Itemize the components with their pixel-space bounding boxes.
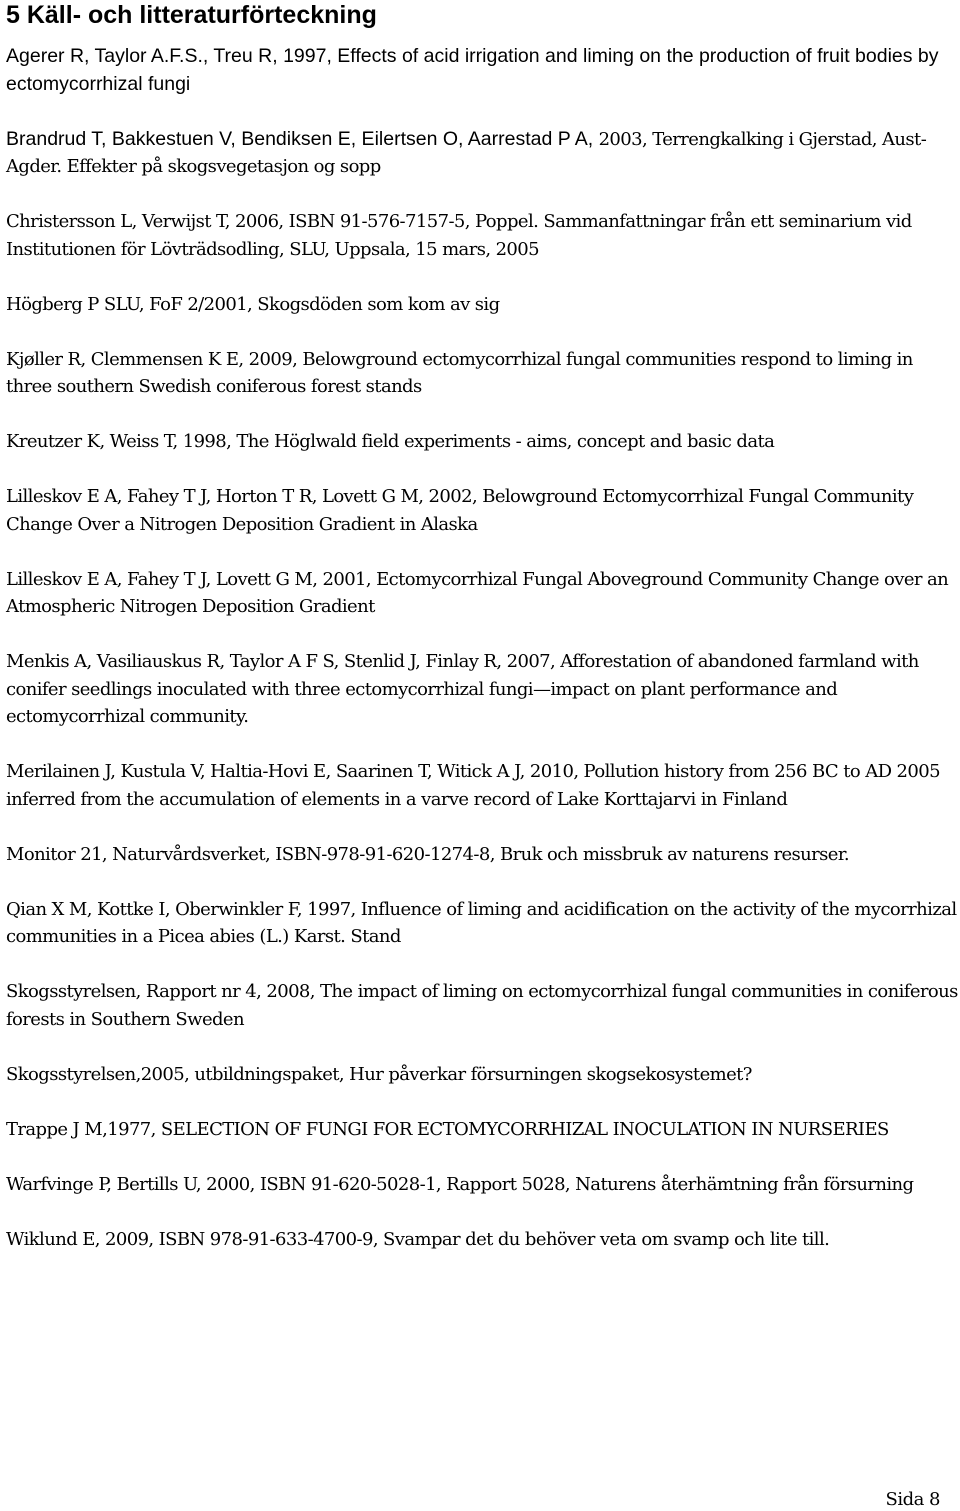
reference-text: Skogsstyrelsen,2005, utbildningspaket, Hur påverkar försurningen skogsekosystemet? — [6, 1063, 752, 1085]
reference-item — [6, 291, 958, 319]
reference-text: Menkis A, Vasiliauskus R, Taylor A F S, Stenlid J, Finlay R, 2007, Afforestation of abandoned farmland with conifer seedlings inoculated with three ectomycorrhizal fungi—impact on plant performance and ectomycorrhizal community. — [6, 651, 919, 727]
reference-item — [6, 428, 958, 456]
reference-item — [6, 978, 958, 1033]
reference-text: Agerer R, Taylor A.F.S., Treu R, 1997, Effects of acid irrigation and liming on the production of fruit bodies by ectomycorrhizal fungi — [6, 45, 939, 95]
reference-item — [6, 483, 958, 538]
reference-item — [6, 1116, 958, 1144]
reference-text: Qian X M, Kottke I, Oberwinkler F, 1997, Influence of liming and acidification on the activity of the mycorrhizal communities in a Picea abies (L.) Karst. Stand — [6, 898, 957, 947]
reference-item — [6, 208, 958, 263]
reference-item — [6, 126, 958, 181]
reference-text: Skogsstyrelsen, Rapport nr 4, 2008, The impact of liming on ectomycorrhizal fungal communities in coniferous forests in Southern Sweden — [6, 981, 958, 1030]
reference-item — [6, 1171, 958, 1199]
reference-text: Kjøller R, Clemmensen K E, 2009, Belowground ectomycorrhizal fungal communities respond to liming in three southern Swedish coniferous forest stands — [6, 348, 913, 397]
reference-item — [6, 1226, 958, 1254]
reference-item — [6, 648, 958, 731]
reference-text: Christersson L, Verwijst T, 2006, ISBN 91-576-7157-5, Poppel. Sammanfattningar från ett seminarium vid Institutionen för Lövträdsodling, SLU, Uppsala, 15 mars, 2005 — [6, 211, 912, 260]
reference-authors: Brandrud T, Bakkestuen V, Bendiksen E, Eilertsen O, Aarrestad P A, — [6, 127, 599, 150]
reference-list — [6, 43, 958, 1281]
section-heading: 5 Käll- och litteraturförteckning — [6, 1, 377, 29]
reference-item — [6, 43, 958, 98]
reference-text: Lilleskov E A, Fahey T J, Lovett G M, 2001, Ectomycorrhizal Fungal Aboveground Community Change over an Atmospheric Nitrogen Deposition Gradient — [6, 568, 949, 617]
reference-text: Lilleskov E A, Fahey T J, Horton T R, Lovett G M, 2002, Belowground Ectomycorrhizal Fungal Community Change Over a Nitrogen Deposition Gradient in Alaska — [6, 486, 914, 535]
reference-item — [6, 1061, 958, 1089]
reference-item — [6, 841, 958, 869]
reference-text: Merilainen J, Kustula V, Haltia-Hovi E, Saarinen T, Witick A J, 2010, Pollution history from 256 BC to AD 2005 inferred from the accumulation of elements in a varve record of Lake Korttajarvi in Finland — [6, 761, 940, 810]
reference-text: Wiklund E, 2009, ISBN 978-91-633-4700-9, Svampar det du behöver veta om svamp och lite till. — [6, 1228, 830, 1250]
reference-item — [6, 346, 958, 401]
reference-item — [6, 896, 958, 951]
reference-item — [6, 566, 958, 621]
reference-text: Warfvinge P, Bertills U, 2000, ISBN 91-620-5028-1, Rapport 5028, Naturens återhämtning från försurning — [6, 1173, 914, 1195]
page-number: Sida 8 — [885, 1489, 940, 1510]
reference-text: Kreutzer K, Weiss T, 1998, The Höglwald field experiments - aims, concept and basic data — [6, 431, 775, 452]
reference-text: Högberg P SLU, FoF 2/2001, Skogsdöden som kom av sig — [6, 293, 500, 315]
reference-item — [6, 758, 958, 813]
reference-text: Trappe J M,1977, SELECTION OF FUNGI FOR ECTOMYCORRHIZAL INOCULATION IN NURSERIES — [6, 1118, 889, 1140]
reference-text: Monitor 21, Naturvårdsverket, ISBN-978-91-620-1274-8, Bruk och missbruk av naturens resurser. — [6, 843, 849, 865]
reference-text: 2003, Terrengkalking i Gjerstad, Aust-Agder. Effekter på skogsvegetasjon og sopp — [6, 128, 927, 177]
